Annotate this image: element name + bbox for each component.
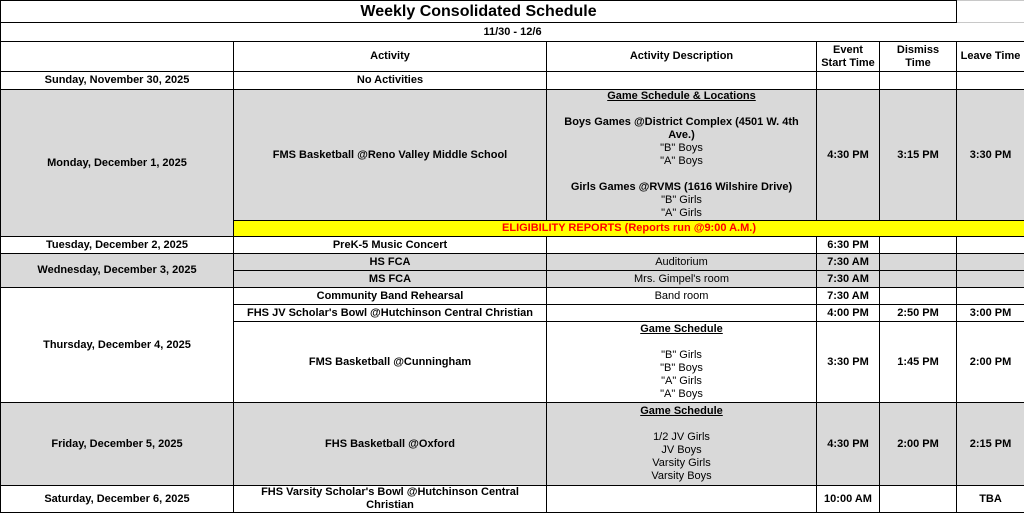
empty-cell [957,1,1024,23]
desc-cell [547,305,817,322]
leave-cell: 3:00 PM [957,305,1024,322]
desc-line: "A" Girls [550,207,813,220]
day-cell: Monday, December 1, 2025 [1,90,234,237]
monday-row [1,90,1024,221]
activity-cell: No Activities [234,72,547,90]
activity-cell: HS FCA [234,254,547,271]
desc-cell: Mrs. Gimpel's room [547,271,817,288]
start-cell: 4:30 PM [817,90,880,221]
desc-line: "A" Girls [550,375,813,388]
desc-cell [547,403,817,486]
dismiss-cell: 2:50 PM [880,305,957,322]
activity-cell: PreK-5 Music Concert [234,237,547,254]
start-cell: 7:30 AM [817,254,880,271]
girls-heading: Girls Games @RVMS (1616 Wilshire Drive) [550,181,813,194]
activity-cell: FHS Varsity Scholar's Bowl @Hutchinson Central Christian [234,486,547,513]
activity-cell: FMS Basketball @Cunningham [234,322,547,403]
start-cell: 10:00 AM [817,486,880,513]
desc-line: JV Boys [550,444,813,457]
dismiss-cell [880,254,957,271]
day-cell: Sunday, November 30, 2025 [1,72,234,90]
start-cell: 4:00 PM [817,305,880,322]
desc-cell [547,486,817,513]
leave-cell [957,72,1024,90]
start-cell [817,72,880,90]
header-description: Activity Description [547,42,817,72]
schedule-title: Weekly Consolidated Schedule [1,1,957,23]
leave-cell [957,237,1024,254]
leave-cell [957,288,1024,305]
desc-line: Varsity Girls [550,457,813,470]
day-cell: Saturday, December 6, 2025 [1,486,234,513]
saturday-row [1,486,1024,513]
activity-cell: MS FCA [234,271,547,288]
day-cell: Wednesday, December 3, 2025 [1,254,234,288]
activity-cell: FMS Basketball @Reno Valley Middle School [234,90,547,221]
desc-heading: Game Schedule [550,323,813,336]
leave-cell [957,271,1024,288]
header-dismiss: Dismiss Time [880,42,957,72]
desc-line: "B" Boys [550,362,813,375]
dismiss-cell [880,237,957,254]
desc-cell [547,90,817,221]
desc-cell [547,237,817,254]
day-cell: Thursday, December 4, 2025 [1,288,234,403]
friday-row [1,403,1024,486]
dismiss-cell [880,271,957,288]
date-range: 11/30 - 12/6 [1,23,1024,42]
start-cell: 4:30 PM [817,403,880,486]
desc-line: "A" Boys [550,155,813,168]
day-cell: Tuesday, December 2, 2025 [1,237,234,254]
dismiss-cell: 2:00 PM [880,403,957,486]
desc-line: 1/2 JV Girls [550,431,813,444]
desc-cell [547,322,817,403]
wednesday-row [1,254,1024,271]
sunday-row [1,72,1024,90]
title-row [1,1,1024,23]
start-cell: 7:30 AM [817,288,880,305]
leave-cell: 2:15 PM [957,403,1024,486]
desc-cell [547,72,817,90]
activity-cell: Community Band Rehearsal [234,288,547,305]
eligibility-banner: ELIGIBILITY REPORTS (Reports run @9:00 A.M.) [234,221,1024,237]
leave-cell [957,254,1024,271]
header-leave: Leave Time [957,42,1024,72]
activity-cell: FHS Basketball @Oxford [234,403,547,486]
dismiss-cell [880,486,957,513]
boys-heading: Boys Games @District Complex (4501 W. 4th Ave.) [550,116,813,142]
desc-heading: Game Schedule & Locations [550,90,813,103]
start-cell: 3:30 PM [817,322,880,403]
desc-line: "B" Girls [550,349,813,362]
activity-cell: FHS JV Scholar's Bowl @Hutchinson Central Christian [234,305,547,322]
dismiss-cell [880,72,957,90]
dismiss-cell: 1:45 PM [880,322,957,403]
desc-cell: Auditorium [547,254,817,271]
start-cell: 6:30 PM [817,237,880,254]
desc-line: Varsity Boys [550,470,813,483]
thursday-row [1,288,1024,305]
dismiss-cell: 3:15 PM [880,90,957,221]
leave-cell: 2:00 PM [957,322,1024,403]
leave-cell: 3:30 PM [957,90,1024,221]
desc-cell: Band room [547,288,817,305]
day-cell: Friday, December 5, 2025 [1,403,234,486]
dismiss-cell [880,288,957,305]
header-event-start: Event Start Time [817,42,880,72]
tuesday-row [1,237,1024,254]
desc-line: "A" Boys [550,388,813,401]
header-activity: Activity [234,42,547,72]
leave-cell: TBA [957,486,1024,513]
header-row [1,42,1024,72]
date-range-row [1,23,1024,42]
start-cell: 7:30 AM [817,271,880,288]
header-day [1,42,234,72]
desc-heading: Game Schedule [550,405,813,418]
desc-line: "B" Boys [550,142,813,155]
desc-line: "B" Girls [550,194,813,207]
